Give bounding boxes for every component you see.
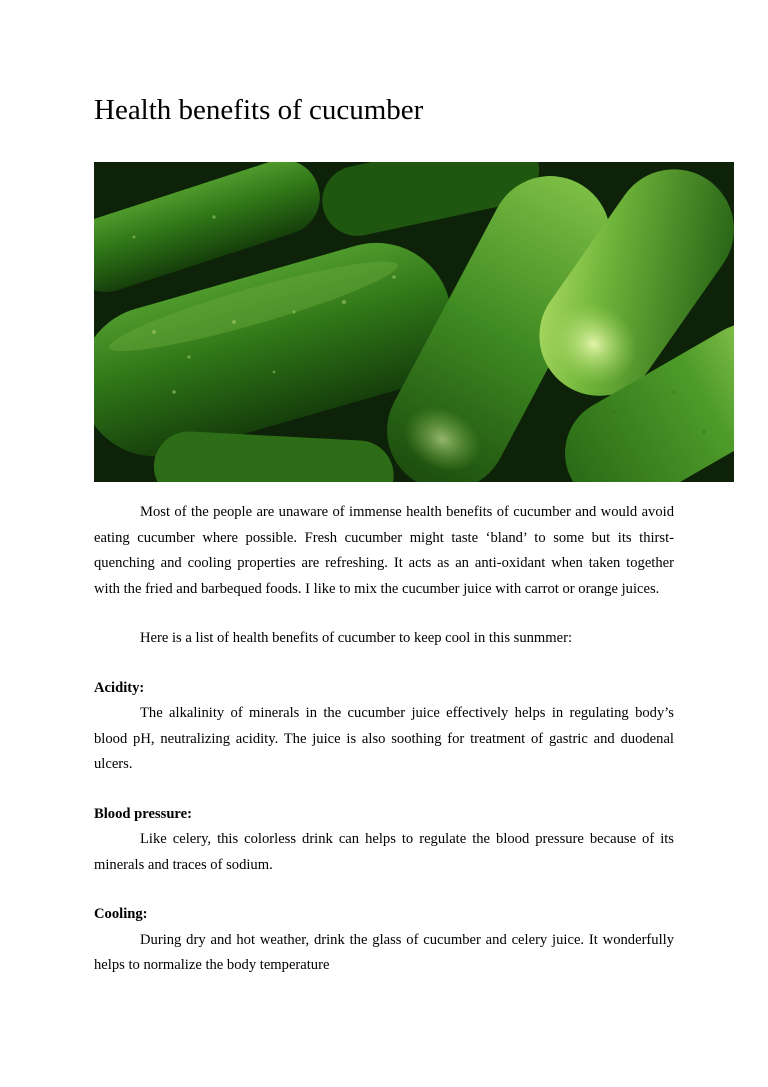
intro-paragraph: Most of the people are unaware of immense health benefits of cucumber and would avoid eating cucumber where possible. Fresh cucumber might taste ‘bland’ to some but its thirst-quenching and cooling properties are refreshing. It acts as an anti-oxidant when taken together with the fried and barbequed foods. I like to mix the cucumber juice with carrot or orange juices. <box>94 504 674 597</box>
cucumber-photo <box>94 162 734 482</box>
section-heading-acidity: Acidity: <box>94 679 145 696</box>
section-text-cooling: During dry and hot weather, drink the glass of cucumber and celery juice. It wonderfully helps to normalize the body temperature <box>94 931 674 973</box>
cucumber-illustration <box>94 162 734 482</box>
section-text-acidity: The alkalinity of minerals in the cucumber juice effectively helps in regulating body’s blood pH, neutralizing acidity. The juice is also soothing for treatment of gastric and duodenal ulcers. <box>94 705 674 772</box>
page-title: Health benefits of cucumber <box>94 94 424 126</box>
list-intro-paragraph: Here is a list of health benefits of cucumber to keep cool in this sunmmer: <box>140 630 573 646</box>
section-heading-cooling: Cooling: <box>94 906 148 922</box>
article-body <box>94 500 674 979</box>
section-heading-blood-pressure: Blood pressure: <box>94 805 192 822</box>
section-text-blood-pressure: Like celery, this colorless drink can helps to regulate the blood pressure because of its minerals and traces of sodium. <box>94 831 674 873</box>
